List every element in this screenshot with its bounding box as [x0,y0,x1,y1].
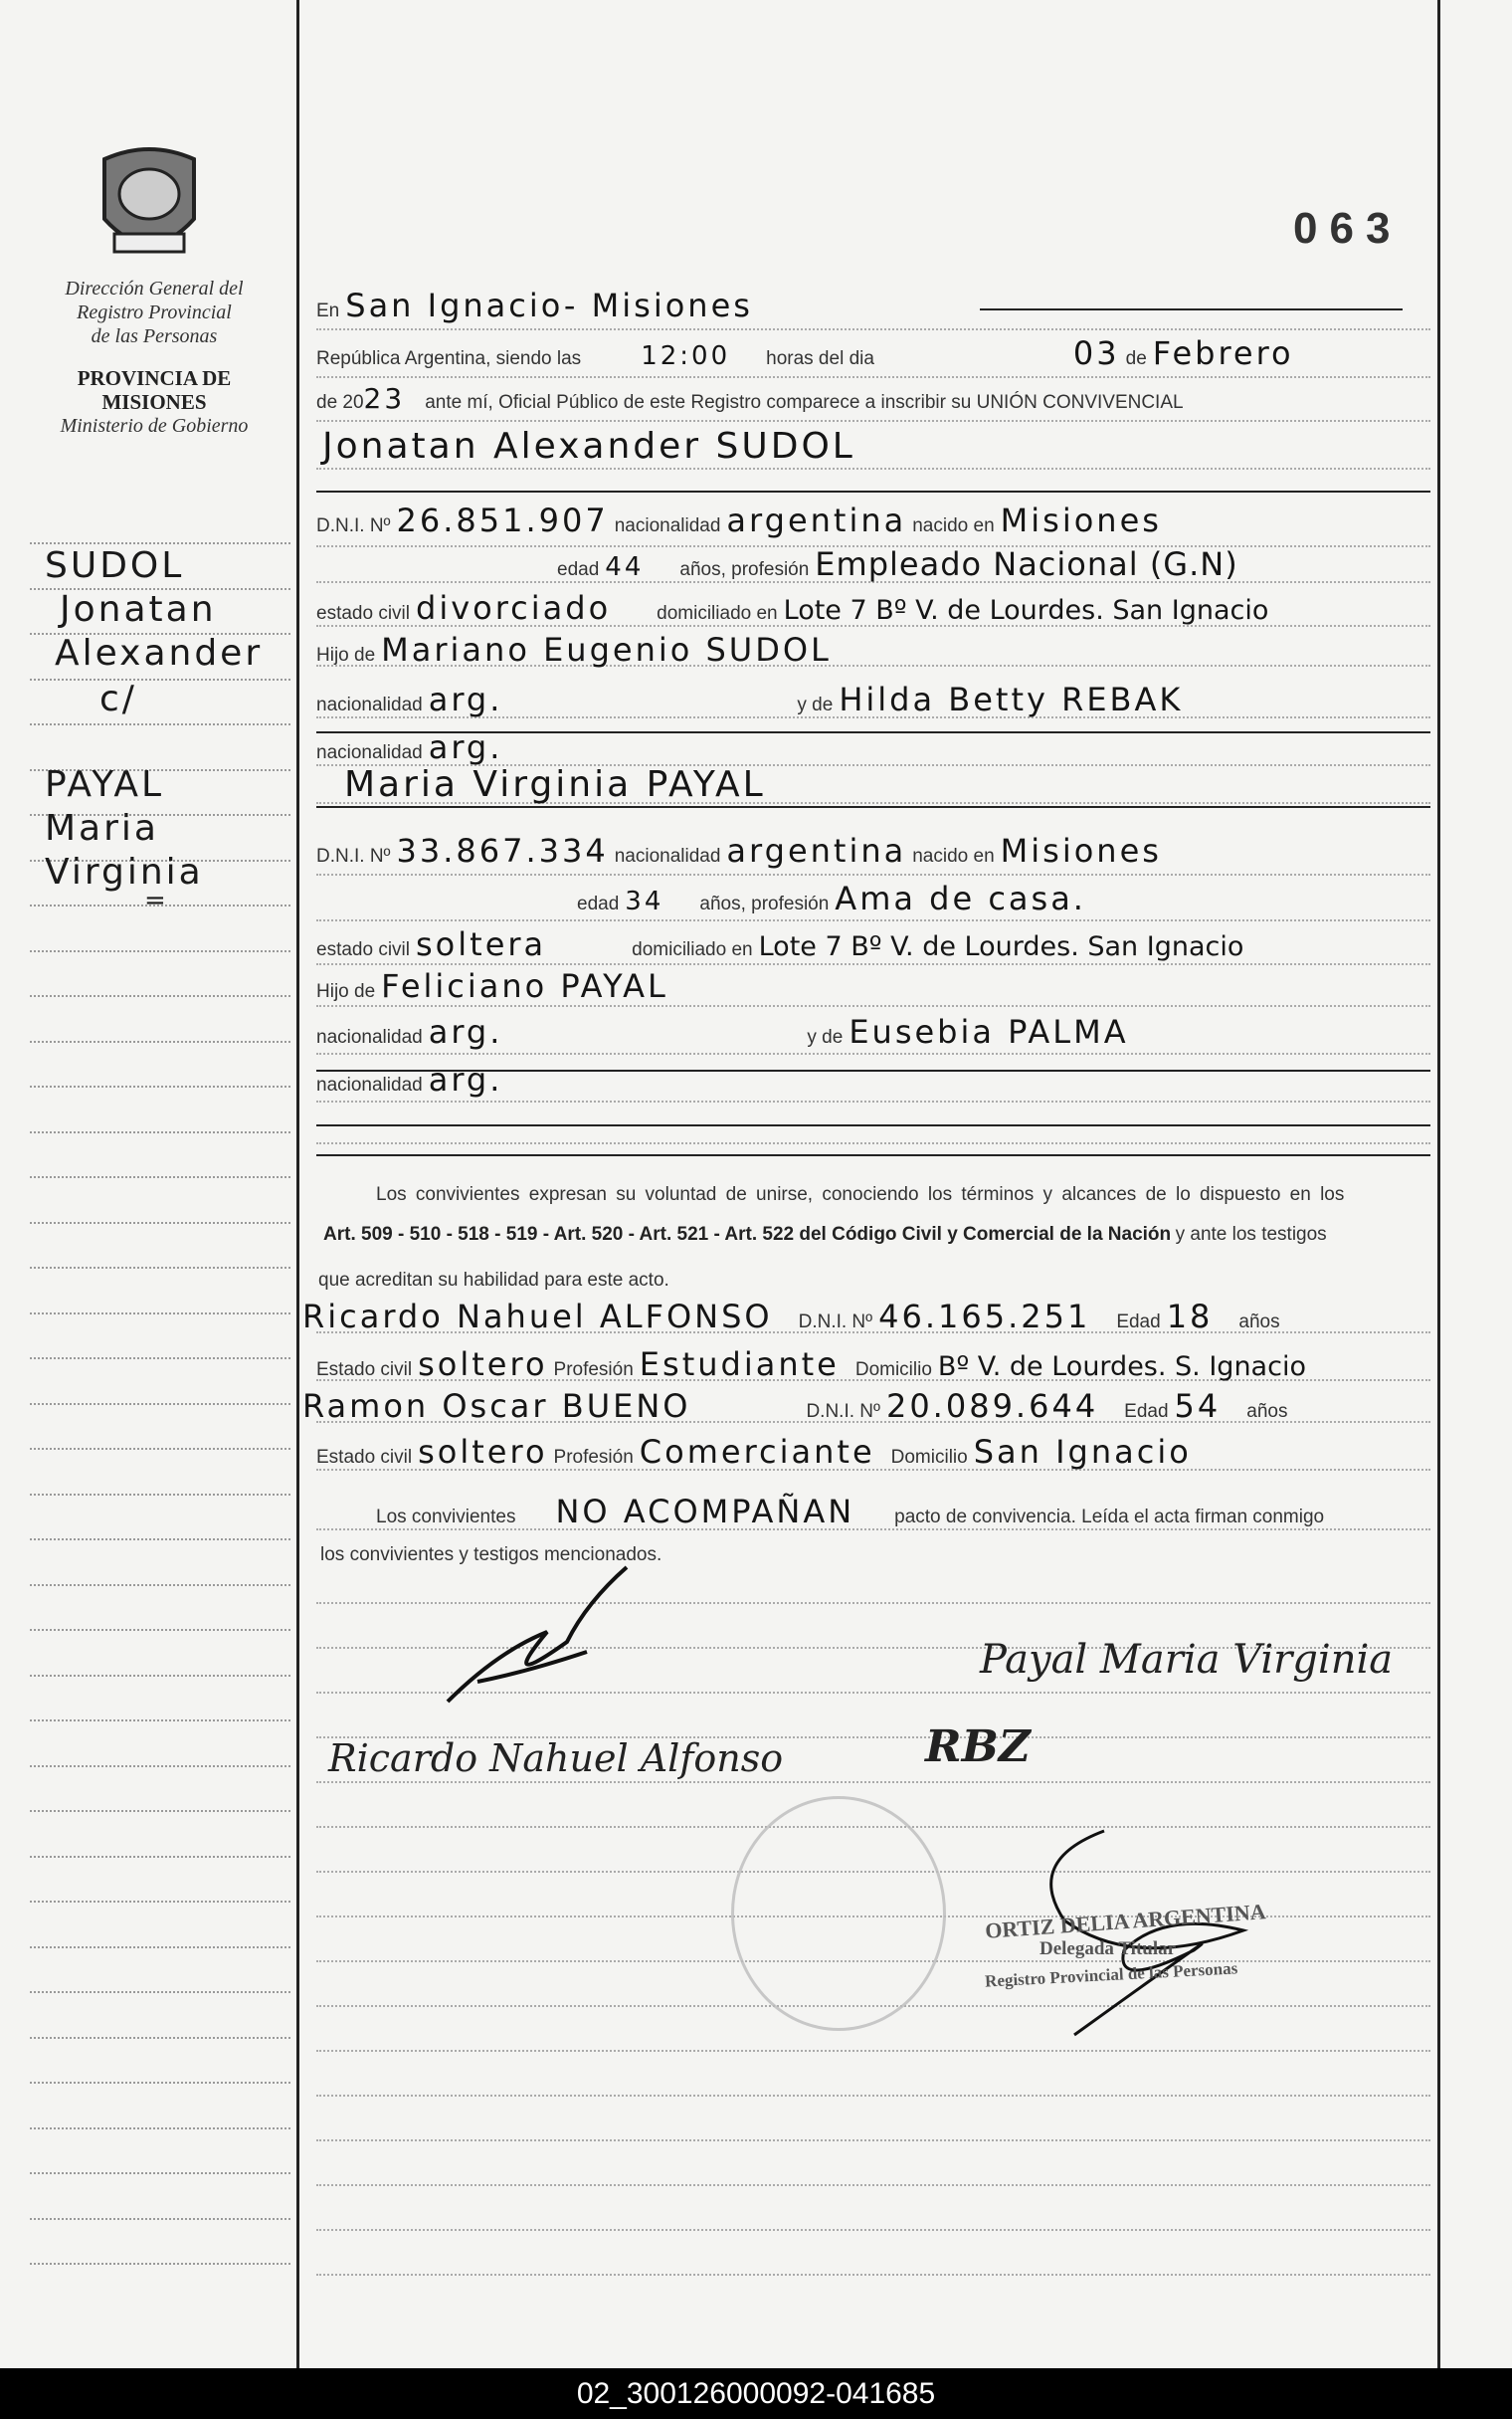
person2-age: 34 [625,887,664,916]
witness1-name: Ricardo Nahuel ALFONSO [302,1298,773,1335]
label-domicilio: domiciliado en [657,603,778,624]
margin-ruled-line [30,1719,290,1721]
person2-mother: Eusebia PALMA [849,1013,1129,1051]
ruled-line [316,2229,1430,2231]
margin-ruled-line [30,950,290,952]
margin-ruled-line [30,1856,290,1858]
label-nacido-en: nacido en [912,846,995,867]
person1-father: Mariano Eugenio SUDOL [381,631,832,669]
paragraph-line-2 [323,1224,1437,1270]
act-number: 063 [1293,204,1403,253]
closing-row [376,1493,1490,1538]
ruled-line [316,2274,1430,2276]
articles-text: Art. 509 - 510 - 518 - 519 - Art. 520 - Art. 521 - Art. 522 del Código Civil y Comercial de la Nación [323,1224,1172,1245]
label-profesion: Profesión [553,1359,634,1380]
label-horas: horas del dia [766,348,874,369]
witness1-civil-status: soltero [418,1345,548,1383]
person2-civil-status: soltera [416,925,547,963]
margin-ruled-line [30,1403,290,1405]
person1-age-row [557,545,1432,591]
person2-name: Maria Virginia PAYAL [344,764,766,805]
label-y-de: y de [797,695,834,715]
person1-age: 44 [605,552,645,582]
label-anos: años [1238,1311,1280,1332]
province-line-1: PROVINCIA DE [77,366,232,390]
ruled-line [316,2050,1430,2052]
paragraph-text: que acreditan su habilidad para este acto. [318,1270,669,1291]
stamp-role: Delegada Titular [1040,1938,1177,1959]
label-dni: D.N.I. Nº [316,846,391,867]
hours-value: 12:00 [641,341,731,371]
margin-note: Jonatan [60,589,217,630]
signature-2: Payal Maria Virginia [980,1637,1394,1683]
label-edad: Edad [1116,1311,1161,1332]
margin-ruled-line [30,1946,290,1948]
person1-name-row [316,426,1430,472]
person1-dni-row [316,502,1430,547]
person1-profession: Empleado Nacional (G.N) [815,545,1238,583]
label-nacionalidad: nacionalidad [316,1075,423,1096]
witness2-age: 54 [1174,1387,1222,1425]
person1-mother: Hilda Betty REBAK [839,681,1184,718]
margin-note: c/ [99,679,137,719]
ruled-line [316,1781,1430,1783]
label-hijo-de: Hijo de [316,645,376,666]
person2-father-row [316,967,1430,1013]
witness1-details-row [316,1345,1430,1391]
label-nacionalidad: nacionalidad [316,742,423,763]
label-ante-mi: ante mí, Oficial Público de este Registro comparece a inscribir su UNIÓN CONVIVENCIAL [425,392,1184,413]
person1-civil-row [316,589,1430,635]
label-dni: D.N.I. Nº [316,515,391,536]
person2-name-row [338,764,1452,810]
person2-birthplace: Misiones [1000,832,1162,870]
label-estado-civil: Estado civil [316,1359,413,1380]
witness2-details-row [316,1433,1430,1479]
ruled-line [316,2184,1430,2186]
person1-father-row [316,631,1430,677]
year-value: 23 [363,382,406,415]
pact-value: NO ACOMPAÑAN [555,1493,855,1530]
margin-ruled-line [30,1810,290,1812]
margin-ruled-line [30,1765,290,1767]
label-edad: Edad [1124,1401,1169,1422]
person2-dni: 33.867.334 [396,832,609,870]
margin-ruled-line [30,2263,290,2265]
label-convivientes: Los convivientes [376,1507,516,1527]
margin-ruled-line [30,1176,290,1178]
signature-1 [438,1562,637,1712]
signature-3: Ricardo Nahuel Alfonso [328,1736,784,1780]
witness1-row [296,1298,1411,1343]
label-domicilio: Domicilio [890,1447,968,1468]
label-hijo-de: Hijo de [316,981,376,1002]
person1-mother-nationality: arg. [428,728,503,766]
label-republica: República Argentina, siendo las [316,348,582,369]
margin-ruled-line [30,1675,290,1677]
witness1-address: Bº V. de Lourdes. S. Ignacio [937,1351,1306,1382]
margin-ruled-line [30,2082,290,2084]
label-profesion: años, profesión [679,559,810,580]
person2-mother-row [316,1013,1430,1059]
margin-ruled-line [30,1991,290,1993]
margin-ruled-line [30,2218,290,2220]
margin-ruled-line [30,1041,290,1043]
witness1-profession: Estudiante [639,1345,840,1383]
margin-ruled-line [30,1901,290,1903]
witness1-age: 18 [1166,1298,1214,1335]
margin-ruled-line [30,1086,290,1088]
margin-note: Alexander [55,633,264,674]
filler-line [980,308,1403,310]
margin-ruled-line [30,542,290,544]
margin-note: Maria [45,808,159,849]
witness1-dni: 46.165.251 [878,1298,1091,1335]
margin-ruled-line [30,995,290,997]
province-line-2: MISIONES [101,390,207,414]
org-line-2: Registro Provincial [77,302,232,323]
margin-ruled-line [30,1312,290,1314]
person2-mother-nat-row [316,1061,1430,1107]
label-dni: D.N.I. Nº [798,1311,873,1332]
label-year: de 20 [316,392,364,413]
label-domicilio: Domicilio [854,1359,932,1380]
witness2-profession: Comerciante [639,1433,875,1471]
label-profesion: Profesión [553,1447,634,1468]
month-value: Febrero [1152,334,1294,372]
person2-age-row [577,880,1432,925]
witness2-dni: 20.089.644 [885,1387,1099,1425]
closing-text: pacto de convivencia. Leída el acta firman conmigo [894,1507,1325,1527]
person2-dni-row [316,832,1430,878]
label-edad: edad [577,894,620,914]
stamp-name: ORTIZ DELIA ARGENTINA [984,1899,1267,1943]
paragraph-text: y ante los testigos [1175,1224,1327,1245]
margin-ruled-line [30,2172,290,2174]
margin-ruled-line [30,1584,290,1586]
person2-father-nationality: arg. [428,1013,503,1051]
witness2-name: Ramon Oscar BUENO [302,1387,691,1425]
label-domicilio: domiciliado en [632,939,753,960]
filler-line [316,491,1430,493]
person2-civil-row [316,925,1430,971]
person2-address: Lote 7 Bº V. de Lourdes. San Ignacio [758,931,1244,962]
ruled-line [316,1142,1430,1144]
margin-ruled-line [30,1131,290,1133]
label-dni: D.N.I. Nº [806,1401,880,1422]
org-line-3: de las Personas [91,325,218,347]
stamp-office: Registro Provincial de las Personas [984,1958,1238,1991]
margin-note: SUDOL [45,545,185,586]
image-id-caption: 02_300126000092-041685 [0,2368,1512,2419]
label-nacido-en: nacido en [912,515,995,536]
margin-note: Virginia [45,852,204,893]
paragraph-text: Los convivientes expresan su voluntad de unirse, conociendo los términos y alcances de lo dispuesto en los [376,1184,1345,1205]
witness2-civil-status: soltero [418,1433,548,1471]
label-nacionalidad: nacionalidad [316,695,423,715]
person1-father-nationality: arg. [428,681,503,718]
date-row [316,334,1430,380]
closing-text: los convivientes y testigos mencionados. [320,1544,662,1565]
person1-nationality: argentina [726,502,907,539]
margin-ruled-line [30,1357,290,1359]
left-margin [0,0,298,2368]
person2-mother-nationality: arg. [428,1061,503,1099]
person2-nationality: argentina [726,832,907,870]
day-value: 03 [1072,334,1120,372]
label-en: En [316,301,340,321]
witness2-row [296,1387,1411,1433]
margin-ruled-line [30,1222,290,1224]
person1-birthplace: Misiones [1000,502,1162,539]
person1-mother-row [316,681,1430,726]
margin-ruled-line [30,1629,290,1631]
org-line-1: Dirección General del [65,278,244,300]
person1-address: Lote 7 Bº V. de Lourdes. San Ignacio [783,595,1269,626]
signature-4: RBZ [925,1721,1031,1772]
label-nacionalidad: nacionalidad [614,515,721,536]
label-de: de [1125,348,1147,369]
person1-name: Jonatan Alexander SUDOL [322,426,855,467]
margin-ruled-line [30,723,290,725]
margin-ruled-line [30,1494,290,1496]
person1-civil-status: divorciado [416,589,612,627]
year-row [316,382,1430,428]
witness2-address: San Ignacio [973,1433,1192,1471]
label-estado-civil: Estado civil [316,1447,413,1468]
filler-line [316,1154,1430,1156]
place-value: San Ignacio- Misiones [345,287,753,324]
label-y-de: y de [807,1027,844,1048]
ministry-line: Ministerio de Gobierno [60,415,249,437]
label-profesion: años, profesión [699,894,830,914]
label-edad: edad [557,559,600,580]
label-estado-civil: estado civil [316,939,410,960]
margin-ruled-line [30,1538,290,1540]
person2-father: Feliciano PAYAL [381,967,668,1005]
margin-ruled-line [30,2037,290,2039]
margin-note: = [144,886,169,915]
label-anos: años [1246,1401,1288,1422]
margin-note: PAYAL [45,764,165,805]
margin-ruled-line [30,2127,290,2129]
label-nacionalidad: nacionalidad [614,846,721,867]
province-logo [94,139,204,269]
filler-line [316,1124,1430,1126]
margin-ruled-line [30,679,290,681]
margin-ruled-line [30,1448,290,1450]
margin-ruled-line [30,1267,290,1269]
label-nacionalidad: nacionalidad [316,1027,423,1048]
official-seal [731,1796,946,2031]
person1-dni: 26.851.907 [396,502,609,539]
ruled-line [316,2139,1430,2141]
label-estado-civil: estado civil [316,603,410,624]
person2-profession: Ama de casa. [835,880,1086,917]
ruled-line [316,2095,1430,2097]
